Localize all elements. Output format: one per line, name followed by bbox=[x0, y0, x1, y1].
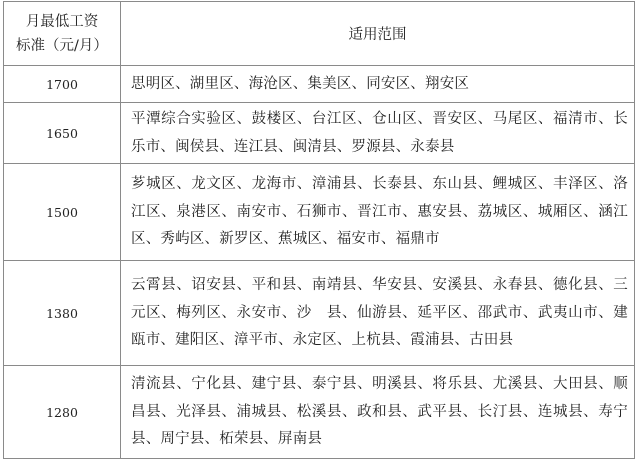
table-row bbox=[4, 366, 635, 459]
header-wage-standard-line2: 标准（元/月） bbox=[16, 37, 108, 54]
table-row bbox=[4, 103, 635, 164]
wage-amount: 1500 bbox=[4, 164, 121, 261]
wage-amount: 1280 bbox=[4, 366, 121, 459]
wage-amount: 1650 bbox=[4, 103, 121, 164]
minimum-wage-table bbox=[3, 1, 635, 459]
table-row bbox=[4, 164, 635, 261]
table-row bbox=[4, 66, 635, 103]
region-list: 清流县、宁化县、建宁县、泰宁县、明溪县、将乐县、尤溪县、大田县、顺昌县、光泽县、浦城县、松溪县、政和县、武平县、长汀县、连城县、寿宁县、周宁县、柘荣县、屏南县 bbox=[121, 366, 635, 459]
wage-amount: 1700 bbox=[4, 66, 121, 103]
region-list: 芗城区、龙文区、龙海市、漳浦县、长泰县、东山县、鲤城区、丰泽区、洛江区、泉港区、南安市、石狮市、晋江市、惠安县、荔城区、城厢区、涵江区、秀屿区、新罗区、蕉城区、福安市、福鼎市 bbox=[121, 164, 635, 261]
table-row bbox=[4, 261, 635, 366]
header-applicable-scope: 适用范围 bbox=[121, 2, 635, 66]
wage-amount: 1380 bbox=[4, 261, 121, 366]
header-wage-standard bbox=[4, 2, 121, 66]
region-list: 云霄县、诏安县、平和县、南靖县、华安县、安溪县、永春县、德化县、三元区、梅列区、永安市、沙 县、仙游县、延平区、邵武市、武夷山市、建瓯市、建阳区、漳平市、永定区、上杭县、霞浦县、古田县 bbox=[121, 261, 635, 366]
region-list: 平潭综合实验区、鼓楼区、台江区、仓山区、晋安区、马尾区、福清市、长乐市、闽侯县、连江县、闽清县、罗源县、永泰县 bbox=[121, 103, 635, 164]
table-header-row bbox=[4, 2, 635, 66]
header-wage-standard-line1: 月最低工资 bbox=[25, 13, 99, 30]
region-list: 思明区、湖里区、海沧区、集美区、同安区、翔安区 bbox=[121, 66, 635, 103]
